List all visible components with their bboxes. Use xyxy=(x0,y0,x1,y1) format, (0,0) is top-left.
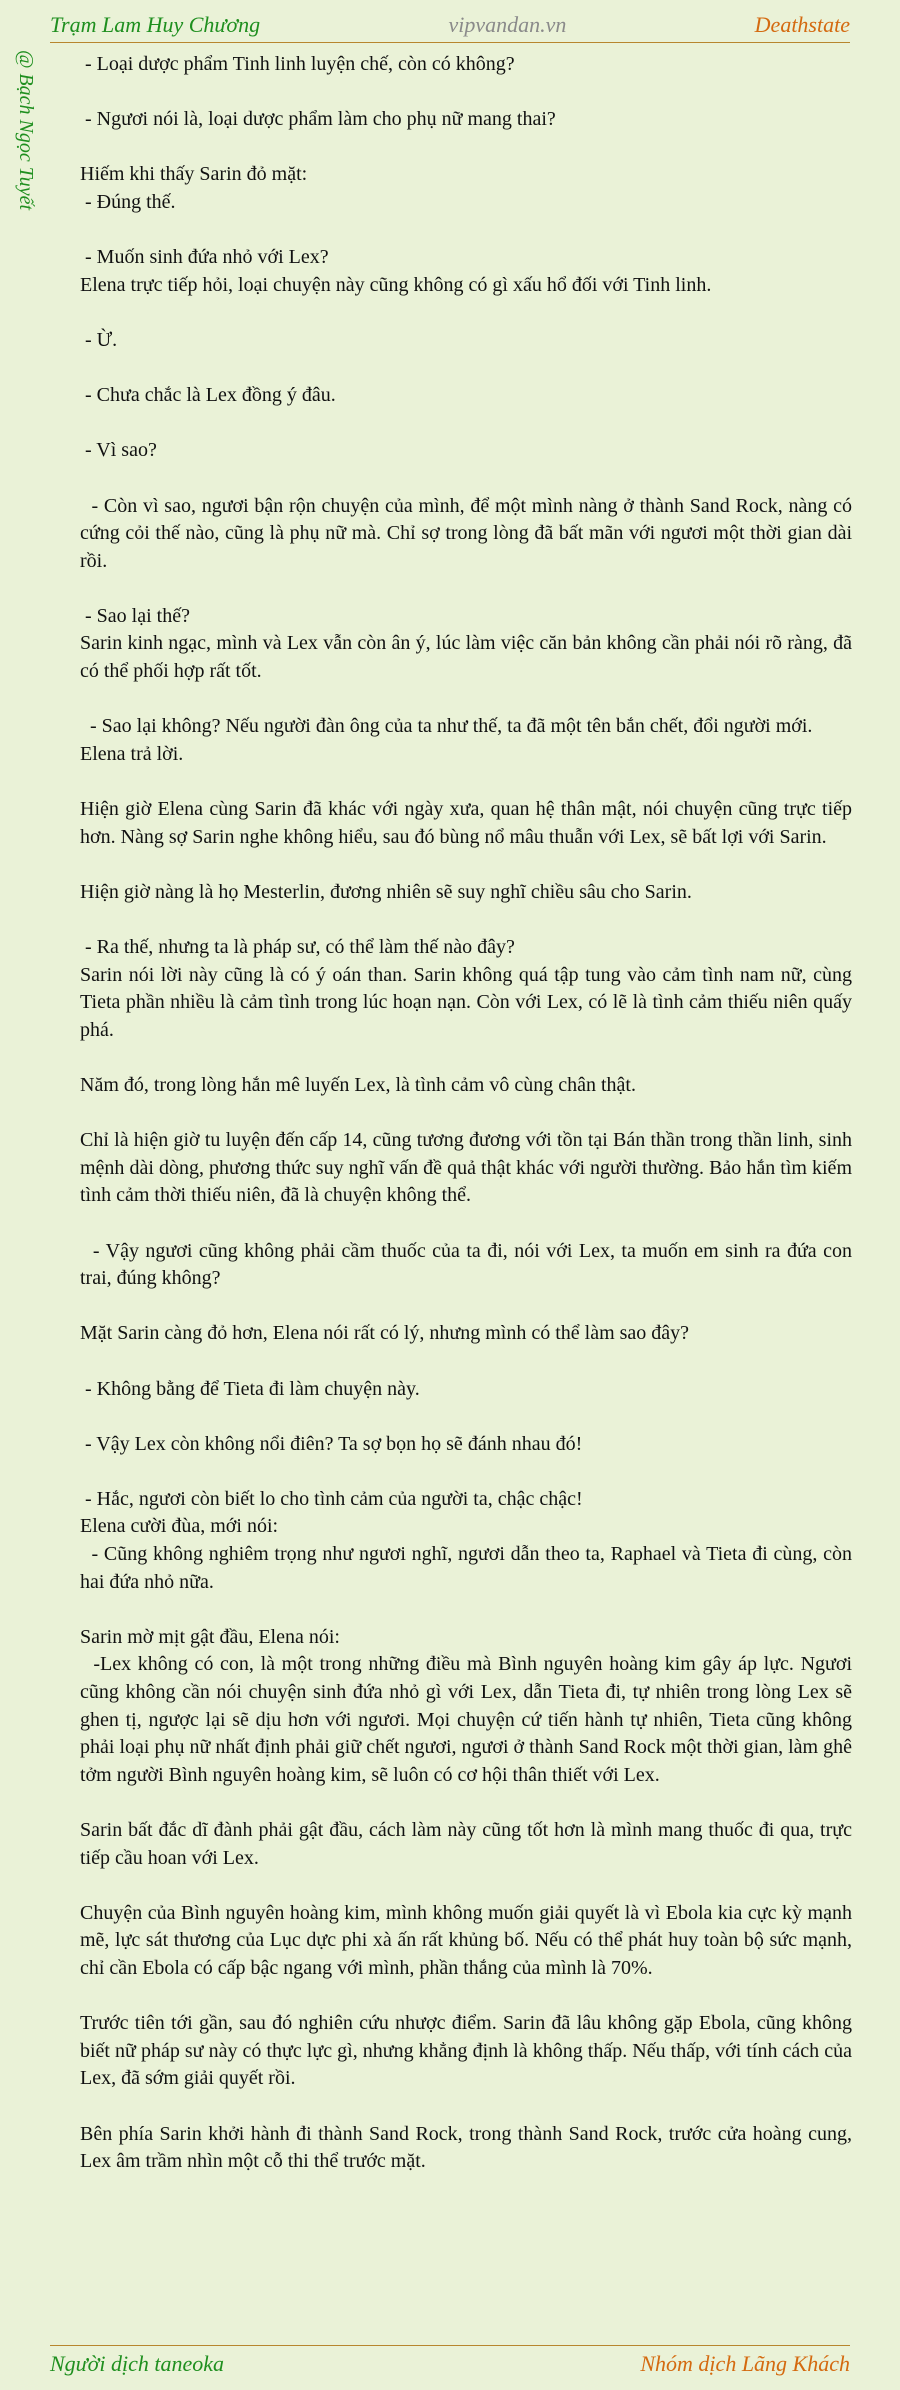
paragraph: - Hắc, ngươi còn biết lo cho tình cảm của người ta, chậc chậc! xyxy=(80,1487,583,1510)
paragraph: Sarin kinh ngạc, mình và Lex vẫn còn ân ý, lúc làm việc căn bản không cần phải nói rõ ràng, đã có thể phối hợp rất tốt. xyxy=(80,632,857,683)
blank-line xyxy=(80,1293,852,1321)
blank-line xyxy=(80,1872,852,1900)
blank-line xyxy=(80,355,852,383)
paragraph: Chỉ là hiện giờ tu luyện đến cấp 14, cũng tương đương với tồn tại Bán thần trong thần linh, sinh mệnh dài dòng, phương thức suy nghĩ vấn đề quả thật khác với người thường. Bảo hắn tìm kiếm tình cảm thời thiếu niên, đã là chuyện không thể. xyxy=(80,1129,857,1207)
blank-line xyxy=(80,1348,852,1376)
blank-line xyxy=(80,1210,852,1238)
blank-line xyxy=(80,217,852,245)
paragraph: Hiện giờ Elena cùng Sarin đã khác với ngày xưa, quan hệ thân mật, nói chuyện cũng trực tiếp hơn. Nàng sợ Sarin nghe không hiểu, sau đó bùng nổ mâu thuẫn với Lex, sẽ bất lợi với Sarin. xyxy=(80,798,857,848)
blank-line xyxy=(80,1044,852,1072)
paragraph: Trước tiên tới gần, sau đó nghiên cứu nhược điểm. Sarin đã lâu không gặp Ebola, cũng không biết nữ pháp sư này có thực lực gì, nhưng khẳng định là không thấp. Nếu thấp, với tính cách của Lex, đã sớm giải quyết rồi. xyxy=(80,2012,857,2090)
blank-line xyxy=(80,465,852,493)
paragraph: - Ngươi nói là, loại dược phẩm làm cho phụ nữ mang thai? xyxy=(80,108,556,131)
paragraph: Elena cười đùa, mới nói: xyxy=(80,1515,279,1538)
paragraph: - Còn vì sao, ngươi bận rộn chuyện của mình, để một mình nàng ở thành Sand Rock, nàng có cứng cỏi thế nào, cũng là phụ nữ mà. Chỉ sợ trong lòng đã bất mãn với ngươi một thời gian dài rồi. xyxy=(80,494,858,572)
paragraph: Elena trực tiếp hỏi, loại chuyện này cũng không có gì xấu hổ đối với Tinh linh. xyxy=(80,273,712,296)
blank-line xyxy=(80,906,852,934)
paragraph: - Sao lại không? Nếu người đàn ông của ta như thế, ta đã một tên bắn chết, đổi người mới. xyxy=(80,715,813,738)
paragraph: - Không bằng để Tieta đi làm chuyện này. xyxy=(80,1377,420,1400)
story-body xyxy=(80,51,858,2176)
paragraph: - Vậy ngươi cũng không phải cầm thuốc của ta đi, nói với Lex, ta muốn em sinh ra đứa con trai, đúng không? xyxy=(80,1239,857,1290)
page-header xyxy=(50,8,850,43)
paragraph: - Ra thế, nhưng ta là pháp sư, có thể làm thế nào đây? xyxy=(80,936,515,958)
blank-line xyxy=(80,410,852,438)
paragraph: - Loại dược phẩm Tinh linh luyện chế, còn có không? xyxy=(80,53,515,75)
paragraph: Chuyện của Bình nguyên hoàng kim, mình không muốn giải quyết là vì Ebola kia cực kỳ mạnh mẽ, lực sát thương của Lục dực phi xà ấn rất khủng bố. Nếu có thể phát huy toàn bộ sức mạnh, chỉ cần Ebola có cấp bậc ngang với mình, phần thắng của mình là 70%. xyxy=(80,1901,857,1979)
blank-line xyxy=(80,1983,852,2011)
paragraph: - Sao lại thế? xyxy=(80,604,190,627)
paragraph: Mặt Sarin càng đỏ hơn, Elena nói rất có lý, nhưng mình có thể làm sao đây? xyxy=(80,1322,690,1345)
footer-translator: Người dịch taneoka xyxy=(50,2351,225,2376)
header-right-title: Deathstate xyxy=(754,12,850,37)
paragraph: - Muốn sinh đứa nhỏ với Lex? xyxy=(80,246,329,269)
paragraph: Năm đó, trong lòng hắn mê luyến Lex, là tình cảm vô cùng chân thật. xyxy=(80,1073,636,1096)
paragraph: Hiện giờ nàng là họ Mesterlin, đương nhiên sẽ suy nghĩ chiều sâu cho Sarin. xyxy=(80,880,692,903)
paragraph: -Lex không có con, là một trong những điều mà Bình nguyên hoàng kim gây áp lực. Ngươi cũng không cần nói chuyện sinh đứa nhỏ gì với Lex, dẫn Tieta đi, tự nhiên trong lòng Lex sẽ ghen tị, ngược lại sẽ dịu hơn với ngươi. Mọi chuyện cứ tiến hành tự nhiên, Tieta cũng không phải loại phụ nữ nhất định phải giữ chết ngươi, ngươi ở thành Sand Rock một thời gian, làm ghê tởm người Bình nguyên hoàng kim, sẽ luôn có cơ hội thân thiết với Lex. xyxy=(80,1653,858,1786)
blank-line xyxy=(80,1458,852,1486)
blank-line xyxy=(80,299,852,327)
blank-line xyxy=(80,134,852,162)
paragraph: Bên phía Sarin khởi hành đi thành Sand Rock, trong thành Sand Rock, trước cửa hoàng cung, Lex âm trầm nhìn một cỗ thi thể trước mặt. xyxy=(80,2122,857,2173)
blank-line xyxy=(80,1100,852,1128)
paragraph: Elena trả lời. xyxy=(80,742,184,765)
blank-line xyxy=(80,1789,852,1817)
paragraph: - Đúng thế. xyxy=(80,190,176,213)
blank-line xyxy=(80,79,852,107)
paragraph: Sarin mờ mịt gật đầu, Elena nói: xyxy=(80,1625,340,1648)
paragraph: - Vì sao? xyxy=(80,439,157,462)
paragraph: - Chưa chắc là Lex đồng ý đâu. xyxy=(80,384,336,407)
paragraph: - Vậy Lex còn không nổi điên? Ta sợ bọn họ sẽ đánh nhau đó! xyxy=(80,1432,583,1455)
footer-group: Nhóm dịch Lãng Khách xyxy=(640,2351,850,2376)
paragraph: Sarin nói lời này cũng là có ý oán than. Sarin không quá tập tung vào cảm tình nam nữ, cùng Tieta phần nhiều là cảm tình trong lúc hoạn nạn. Còn với Lex, có lẽ là tình cảm thiếu niên quấy phá. xyxy=(80,963,857,1041)
paragraph: - Ừ. xyxy=(80,328,118,351)
blank-line xyxy=(80,1403,852,1431)
paragraph: - Cũng không nghiêm trọng như ngươi nghĩ, ngươi dẫn theo ta, Raphael và Tieta đi cùng, còn hai đứa nhỏ nữa. xyxy=(80,1543,858,1593)
header-website: vipvandan.vn xyxy=(448,12,567,37)
blank-line xyxy=(80,686,852,714)
page-footer xyxy=(50,2345,850,2382)
blank-line xyxy=(80,1596,852,1624)
blank-line xyxy=(80,768,852,796)
blank-line xyxy=(80,575,852,603)
side-watermark-label: @ Bạch Ngọc Tuyết xyxy=(15,50,37,211)
blank-line xyxy=(80,2093,852,2121)
paragraph: Sarin bất đắc dĩ đành phải gật đầu, cách làm này cũng tốt hơn là mình mang thuốc đi qua, trực tiếp cầu hoan với Lex. xyxy=(80,1819,857,1869)
blank-line xyxy=(80,851,852,879)
header-left-title: Trạm Lam Huy Chương xyxy=(50,12,261,37)
paragraph: Hiếm khi thấy Sarin đỏ mặt: xyxy=(80,163,308,186)
